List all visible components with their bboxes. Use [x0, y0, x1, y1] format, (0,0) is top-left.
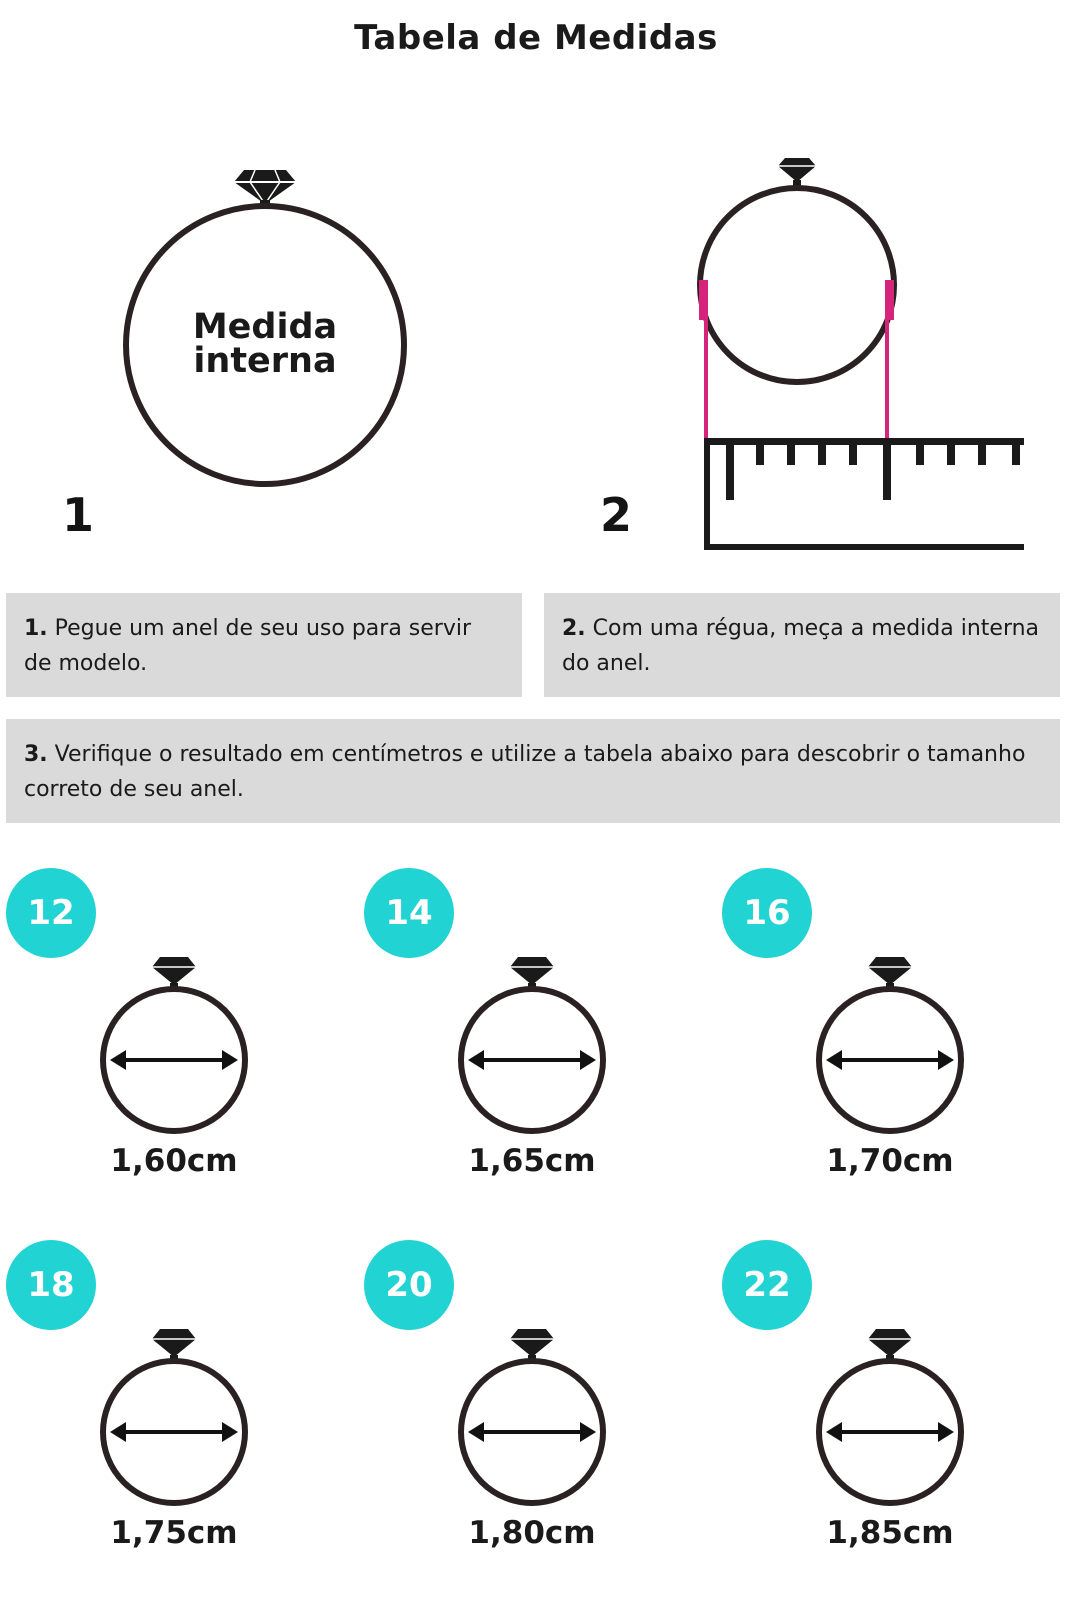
- size-badge-14: 14: [364, 868, 454, 958]
- diamond-icon: [778, 158, 816, 186]
- size-measure-20: 1,80cm: [468, 1515, 596, 1551]
- instruction-step3: [6, 719, 1060, 823]
- page-title: Tabela de Medidas: [354, 18, 718, 58]
- instruction-step1: [6, 593, 522, 697]
- step3-bold: 3.: [24, 742, 48, 767]
- size-badge-22: 22: [722, 1240, 812, 1330]
- medida-label: Medida: [192, 307, 338, 347]
- step3-text: Verifique o resultado em centímetros e utilize a tabela abaixo para descobrir o tamanho correto de seu anel.: [24, 742, 1026, 802]
- interna-label: interna: [193, 341, 337, 381]
- ring-diameter-icon: [94, 955, 254, 1135]
- ruler-icon: [704, 438, 1024, 550]
- step2-number: 2: [600, 488, 633, 542]
- size-measure-14: 1,65cm: [468, 1143, 596, 1179]
- size-badge-12: 12: [6, 868, 96, 958]
- ring-diameter-icon: [452, 955, 612, 1135]
- size-badge-18: 18: [6, 1240, 96, 1330]
- size-badge-20: 20: [364, 1240, 454, 1330]
- size-measure-22: 1,85cm: [826, 1515, 954, 1551]
- size-measure-16: 1,70cm: [826, 1143, 954, 1179]
- ring-ruler-illustration: [690, 150, 1040, 560]
- size-badge-16: 16: [722, 868, 812, 958]
- ring-inner-measure-illustration: [110, 160, 430, 500]
- instruction-step2: [544, 593, 1060, 697]
- size-measure-18: 1,75cm: [110, 1515, 238, 1551]
- step2-text: Com uma régua, meça a medida interna do anel.: [562, 616, 1040, 676]
- ring-diameter-icon: [810, 955, 970, 1135]
- size-measure-12: 1,60cm: [110, 1143, 238, 1179]
- diamond-icon: [234, 170, 296, 208]
- ring-diameter-icon: [452, 1327, 612, 1507]
- step1-number: 1: [62, 488, 95, 542]
- step1-text: Pegue um anel de seu uso para servir de modelo.: [24, 616, 472, 676]
- ring-diameter-icon: [810, 1327, 970, 1507]
- step1-bold: 1.: [24, 616, 48, 641]
- ring-diameter-icon: [94, 1327, 254, 1507]
- step2-bold: 2.: [562, 616, 586, 641]
